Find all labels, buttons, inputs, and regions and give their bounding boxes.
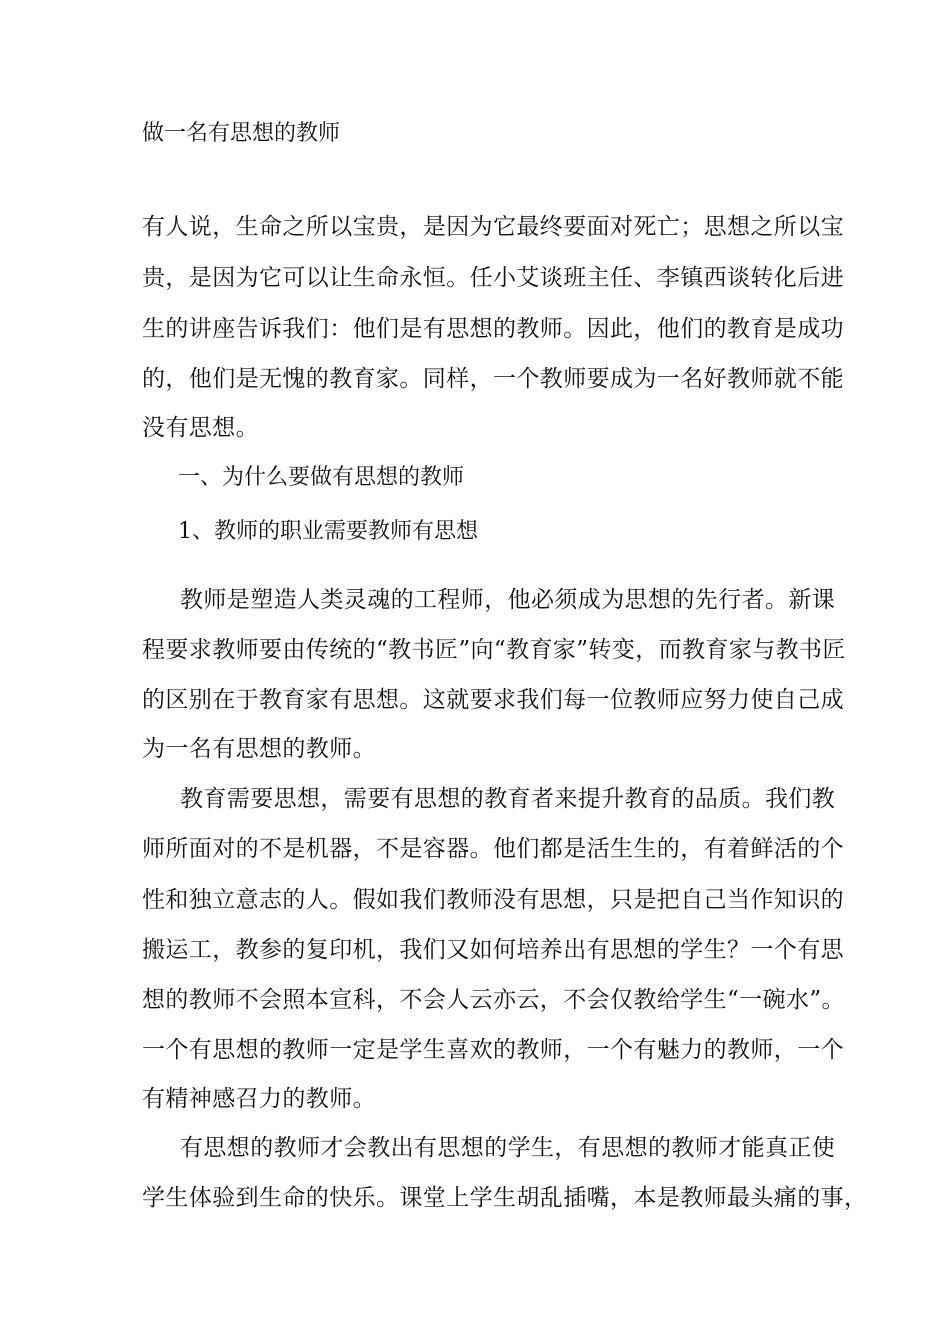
paragraph-line: 学生体验到生命的快乐。课堂上学生胡乱插嘴，本是教师最头痛的事，: [142, 1185, 868, 1211]
subheading: 1、教师的职业需要教师有思想: [178, 519, 478, 544]
intro-line: 的，他们是无愧的教育家。同样，一个教师要成为一名好教师就不能: [142, 366, 844, 392]
paragraph-line: 性和独立意志的人。假如我们教师没有思想，只是把自己当作知识的: [142, 887, 844, 913]
paragraph-line: 教师是塑造人类灵魂的工程师，他必须成为思想的先行者。新课: [180, 587, 836, 613]
intro-line: 有人说，生命之所以宝贵，是因为它最终要面对死亡；思想之所以宝: [142, 214, 844, 240]
paragraph-line: 为一名有思想的教师。: [142, 736, 376, 762]
section-heading: 一、为什么要做有思想的教师: [178, 465, 465, 490]
paragraph-line: 有思想的教师才会教出有思想的学生，有思想的教师才能真正使: [180, 1135, 836, 1161]
document-title: 做一名有思想的教师: [142, 121, 341, 146]
paragraph-line: 想的教师不会照本宣科，不会人云亦云，不会仅教给学生“一碗水”。: [142, 987, 845, 1013]
intro-line: 没有思想。: [142, 415, 259, 441]
paragraph-line: 教育需要思想，需要有思想的教育者来提升教育的品质。我们教: [180, 786, 836, 812]
paragraph-line: 师所面对的不是机器，不是容器。他们都是活生生的，有着鲜活的个: [142, 836, 844, 862]
intro-line: 生的讲座告诉我们：他们是有思想的教师。因此，他们的教育是成功: [142, 316, 844, 342]
paragraph-line: 有精神感召力的教师。: [142, 1086, 376, 1112]
intro-line: 贵，是因为它可以让生命永恒。任小艾谈班主任、李镇西谈转化后进: [142, 265, 844, 291]
paragraph-line: 搬运工，教参的复印机，我们又如何培养出有思想的学生？一个有思: [142, 937, 844, 963]
paragraph-line: 一个有思想的教师一定是学生喜欢的教师，一个有魅力的教师，一个: [142, 1037, 844, 1063]
paragraph-line: 程要求教师要由传统的“教书匠”向“教育家”转变，而教育家与教书匠: [142, 637, 846, 663]
paragraph-line: 的区别在于教育家有思想。这就要求我们每一位教师应努力使自己成: [142, 687, 844, 713]
